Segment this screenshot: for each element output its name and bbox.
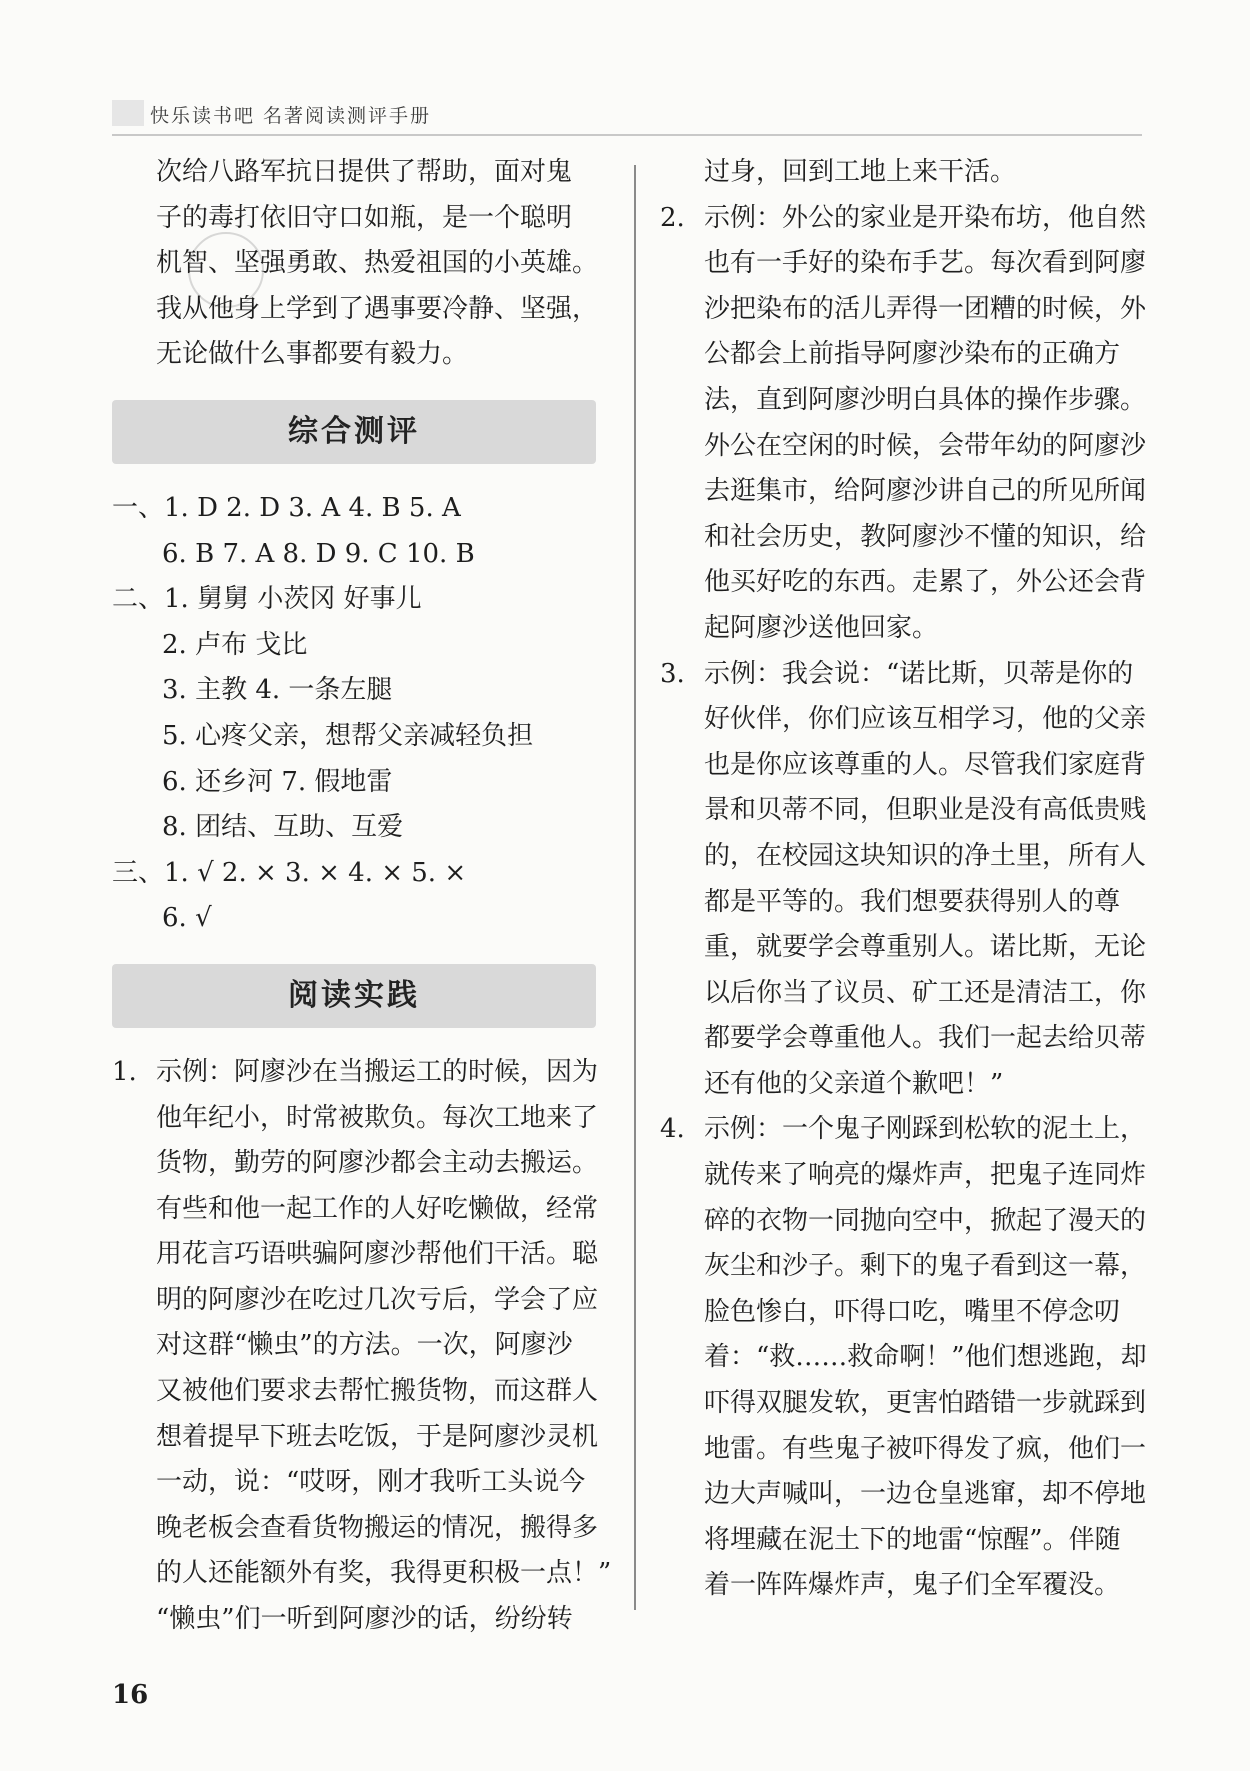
text-line: 都是平等的。我们想要获得别人的尊 [704, 886, 1121, 917]
question-number: 4. [660, 1114, 685, 1145]
question-1-continuation [660, 150, 1148, 196]
answer-row: 2. 卢布 戈比 [162, 629, 308, 660]
text-line: 碎的衣物一同抛向空中，掀起了漫天的 [704, 1205, 1147, 1236]
text-line: 还有他的父亲道个歉吧！” [704, 1068, 1004, 1099]
text-line: 一动，说：“哎呀，刚才我听工头说今 [156, 1467, 586, 1498]
text-line: “懒虫”们一听到阿廖沙的话，纷纷转 [156, 1604, 573, 1635]
text-line: 景和贝蒂不同，但职业是没有高低贵贱 [704, 795, 1147, 826]
text-line: 也有一手好的染布手艺。每次看到阿廖 [704, 248, 1147, 279]
text-line: 晚老板会查看货物搬运的情况，搬得多 [156, 1512, 599, 1543]
text-line: 的，在校园这块知识的净土里，所有人 [704, 840, 1147, 871]
text-line: 次给八路军抗日提供了帮助，面对鬼 [156, 157, 573, 187]
text-line: 对这群“懒虫”的方法。一次，阿廖沙 [156, 1330, 573, 1361]
text-line: 货物，勤劳的阿廖沙都会主动去搬运。 [156, 1148, 599, 1179]
text-line: 子的毒打依旧守口如瓶，是一个聪明 [156, 202, 573, 233]
text-line: 就传来了响亮的爆炸声，把鬼子连同炸 [704, 1160, 1147, 1191]
column-divider [634, 165, 636, 1610]
text-line: 有些和他一起工作的人好吃懒做，经常 [156, 1193, 599, 1224]
text-line: 好伙伴，你们应该互相学习，他的父亲 [704, 704, 1147, 735]
text-line: 地雷。有些鬼子被吓得发了疯，他们一 [704, 1433, 1147, 1464]
text-line: 明的阿廖沙在吃过几次亏后，学会了应 [156, 1284, 599, 1315]
question-1-answer [112, 1050, 612, 1643]
text-line: 重，就要学会尊重别人。诺比斯，无论 [704, 932, 1147, 963]
answer-row: 一、1. D 2. D 3. A 4. B 5. A [112, 492, 461, 523]
text-line: 法，直到阿廖沙明白具体的操作步骤。 [704, 384, 1147, 415]
text-line: 着一阵阵爆炸声，鬼子们全军覆没。 [704, 1570, 1121, 1601]
question-number: 3. [660, 658, 685, 689]
text-line: 去逛集市，给阿廖沙讲自己的所见所闻 [704, 476, 1147, 507]
question-4-answer [660, 1107, 1148, 1609]
text-line: 边大声喊叫，一边仓皇逃窜，却不停地 [704, 1479, 1147, 1510]
text-line: 脸色惨白，吓得口吃，嘴里不停念叨 [704, 1296, 1121, 1327]
answer-row: 6. 还乡河 7. 假地雷 [162, 766, 393, 797]
answer-key [112, 486, 600, 942]
text-line: 无论做什么事都要有毅力。 [156, 339, 469, 370]
answer-row: 二、1. 舅舅 小茨冈 好事儿 [112, 584, 422, 615]
text-line: 机智、坚强勇敢、热爱祖国的小英雄。 [156, 248, 599, 279]
text-line: 他买好吃的东西。走累了，外公还会背 [704, 567, 1147, 598]
header-divider [112, 134, 1142, 136]
text-line: 示例：一个鬼子刚踩到松软的泥土上， [704, 1114, 1147, 1145]
question-number: 1. [112, 1056, 137, 1087]
header-title: 快乐读书吧 名著阅读测评手册 [150, 105, 432, 127]
text-line: 都要学会尊重他人。我们一起去给贝蒂 [704, 1023, 1147, 1054]
text-line: 沙把染布的活儿弄得一团糟的时候，外 [704, 293, 1147, 324]
text-line: 示例：我会说：“诺比斯，贝蒂是你的 [704, 658, 1134, 689]
page-number: 16 [112, 1680, 149, 1710]
text-line: 又被他们要求去帮忙搬货物，而这群人 [156, 1376, 599, 1407]
text-line: 示例：阿廖沙在当搬运工的时候，因为 [156, 1056, 599, 1087]
answer-row: 三、1. √ 2. × 3. × 4. × 5. × [112, 857, 467, 888]
text-line: 用花言巧语哄骗阿廖沙帮他们干活。聪 [156, 1239, 599, 1270]
intro-paragraph [112, 150, 600, 378]
text-line: 将埋藏在泥土下的地雷“惊醒”。伴随 [704, 1524, 1121, 1555]
text-line: 外公在空闲的时候，会带年幼的阿廖沙 [704, 430, 1147, 461]
answer-row: 8. 团结、互助、互爱 [162, 812, 404, 843]
answer-row: 5. 心疼父亲，想帮父亲减轻负担 [162, 720, 534, 751]
text-line: 也是你应该尊重的人。尽管我们家庭背 [704, 749, 1147, 780]
section-heading-comprehensive: 综合测评 [112, 400, 596, 464]
section-heading-reading-practice: 阅读实践 [112, 964, 596, 1028]
text-line: 起阿廖沙送他回家。 [704, 612, 939, 643]
left-column [112, 150, 612, 1643]
text-line: 公都会上前指导阿廖沙染布的正确方 [704, 339, 1121, 370]
answer-row: 6. B 7. A 8. D 9. C 10. B [162, 538, 475, 569]
text-line: 和社会历史，教阿廖沙不懂的知识，给 [704, 521, 1147, 552]
text-line: 他年纪小，时常被欺负。每次工地来了 [156, 1102, 599, 1133]
text-line: 着：“救……救命啊！”他们想逃跑，却 [704, 1342, 1147, 1373]
text-line: 吓得双腿发软，更害怕踏错一步就踩到 [704, 1388, 1147, 1419]
header-logo-mark [112, 100, 144, 126]
answer-row: 3. 主教 4. 一条左腿 [162, 675, 393, 706]
text-line: 想着提早下班去吃饭，于是阿廖沙灵机 [156, 1421, 599, 1452]
text-line: 灰尘和沙子。剩下的鬼子看到这一幕， [704, 1251, 1147, 1282]
text-line: 示例：外公的家业是开染布坊，他自然 [704, 202, 1147, 233]
text-line: 的人还能额外有奖，我得更积极一点！” [156, 1558, 612, 1589]
answer-row: 6. √ [162, 903, 212, 934]
question-2-answer [660, 196, 1148, 652]
text-line: 以后你当了议员、矿工还是清洁工，你 [704, 977, 1147, 1008]
question-number: 2. [660, 202, 685, 233]
right-column [660, 150, 1148, 1609]
text-line: 过身，回到工地上来干活。 [704, 157, 1017, 187]
question-3-answer [660, 652, 1148, 1108]
text-line: 我从他身上学到了遇事要冷静、坚强， [156, 293, 599, 324]
